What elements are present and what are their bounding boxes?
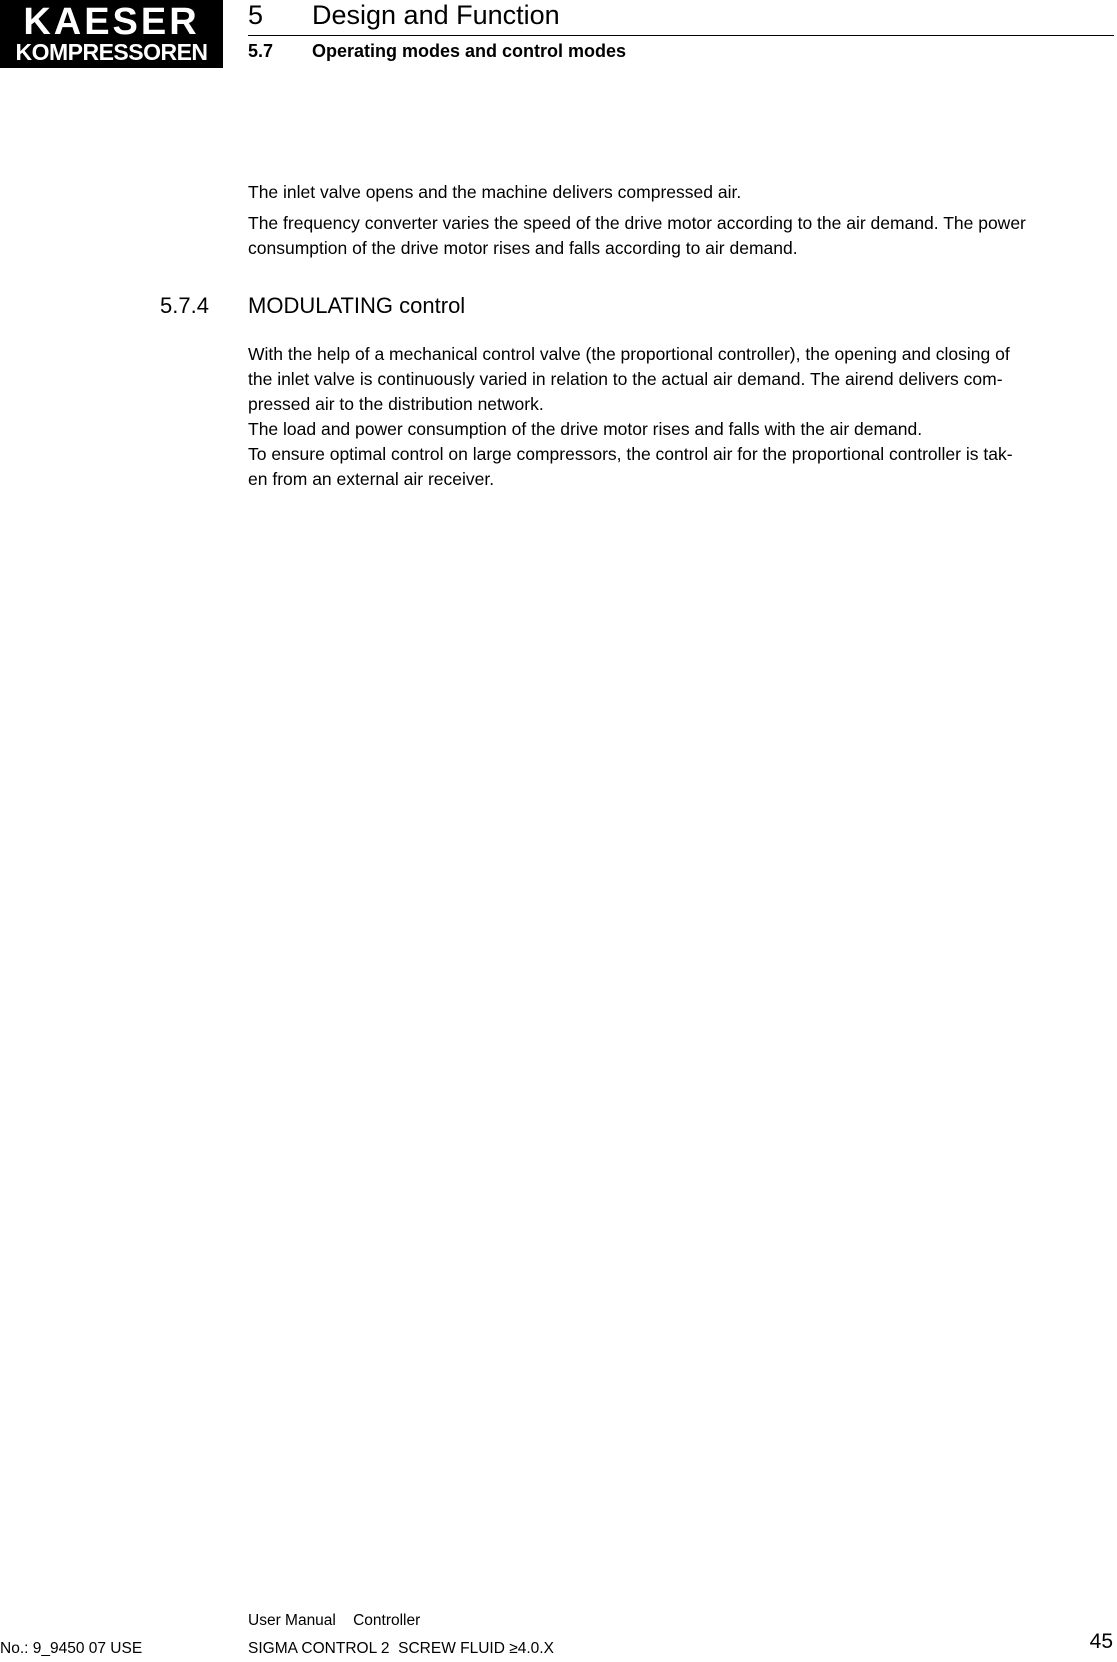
text-line: pressed air to the distribution network. (248, 394, 544, 414)
body-paragraph-inlet-valve: The inlet valve opens and the machine delivers compressed air. (248, 182, 742, 202)
text-line: The load and power consumption of the drive motor rises and falls with the air demand. (248, 419, 923, 439)
footer-product-name: SIGMA CONTROL 2 SCREW FLUID ≥4.0.X (248, 1640, 554, 1657)
subsection-title: MODULATING control (248, 293, 466, 318)
section-number: 5.7 (248, 41, 274, 61)
body-paragraph-frequency-converter: The frequency converter varies the speed of the drive motor according to the air demand. The power consumption of the drive motor rises and falls according to air demand. (248, 213, 1026, 258)
kaeser-logo (0, 0, 223, 68)
body-paragraph-modulating-control (248, 342, 1114, 492)
section-title: Operating modes and control modes (312, 41, 627, 61)
text-line: the inlet valve is continuously varied in relation to the actual air demand. The airend delivers com- (248, 369, 1003, 389)
logo-text-top: KAESER (23, 1, 200, 43)
text-line: To ensure optimal control on large compressors, the control air for the proportional controller is tak- (248, 444, 1013, 464)
text-line: en from an external air receiver. (248, 469, 495, 489)
text-line: With the help of a mechanical control valve (the proportional controller), the opening and closing of (248, 344, 1010, 364)
footer-document-type: User Manual Controller (248, 1612, 421, 1629)
chapter-number: 5 (248, 0, 264, 30)
page-number: 45 (1089, 1630, 1113, 1653)
chapter-title: Design and Function (312, 0, 560, 30)
header-divider (248, 35, 1114, 36)
logo-text-bottom: KOMPRESSOREN (15, 39, 208, 65)
footer-document-number: No.: 9_9450 07 USE (0, 1640, 143, 1657)
subsection-number: 5.7.4 (160, 293, 209, 318)
